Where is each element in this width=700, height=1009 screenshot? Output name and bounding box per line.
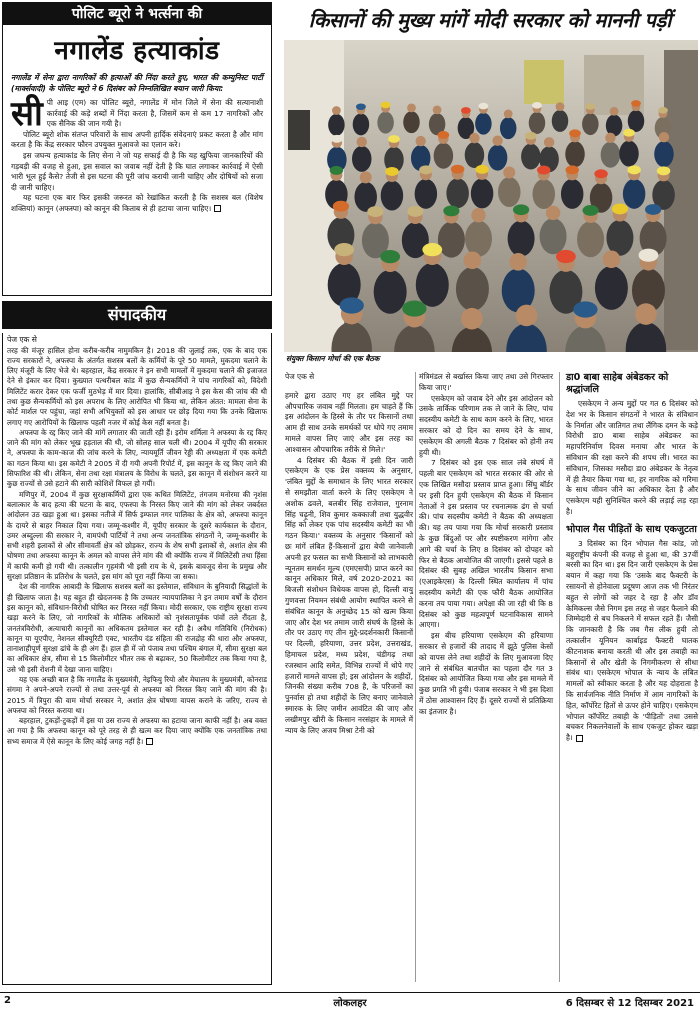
person-body	[595, 266, 628, 310]
nagaland-para-3: इस जघन्य हत्याकांड के लिए सेना ने जो यह सफाई दी है कि यह खुफिया जानकारियों की गड़बड़ी की वजह से हुआ, इस सवाल का जवाब नहीं देती है कि घात लगाकर कार्रवाई में ऐसी भारी भूल हुई कैसे? तेजी से इस घटना की पूरी जांच करायी जानी चाहिए और दोषियों को सजा दी जानी चाहिए।	[11, 150, 263, 192]
ambedkar-subheading: डा0 बाबा साहेब अंबेडकर को श्रद्धांजलि	[566, 372, 669, 395]
meeting-photo	[284, 40, 698, 352]
editorial-banner: संपादकीय	[2, 301, 272, 329]
person-body	[577, 221, 604, 257]
farmers-para: हमारे द्वारा उठाए गए हर लंबित मुद्दे पर औपचारिक जवाब नहीं मिलता। हम चाहते हैं कि इस आंदोलन के हिस्से के तौर पर किसानों तथा आम ही साथ उनके समर्थकों पर थोपे गए तमाम मामले वापस लिए जाएं और इस तरह का आश्वासन औपचारिक तरीके से मिले।'	[285, 390, 413, 454]
editorial-column	[2, 333, 272, 985]
person-head	[509, 253, 527, 271]
editorial-para: अफस्पा के रद्द किए जाने की मांगें लगातार की जाती रही हैं। इरोम शर्मिला ने अफस्पा के रद्द किए जाने की मांग को लेकर भूख हड़ताल की थी, जो सोलह साल चली थी। 2004 में यूपीए की सरकार ने, अफस्पा के काम-काज की जांच करने के लिए, न्यायमूर्ति जीवन रेड्डी की अध्यक्षता में एक कमेटी का गठन किया था। इस कमेटी ने 2005 में दी गयी अपनी रिपोर्ट में, इस कानून के रद्द किए जाने की सिफारिश की थी। लेकिन, सेना तथा रक्षा मंत्रालय के विरोध के चलते, इस कानून में संशोधन करने या कुछ राज्यों से उसे हटाने की सारी कोशिशें विफल हो गयीं।	[7, 427, 267, 489]
farmers-headline: किसानों की मुख्य मांगें मोदी सरकार को माननी पड़ीं	[308, 8, 672, 32]
person-turban	[525, 132, 537, 140]
person-head	[433, 105, 442, 114]
nagaland-intro: नगालेंड में सेना द्वारा नागरिकों की हत्याओं की निंदा करते हुए, भारत की कम्युनिस्ट पार्टी (मार्क्सवादी) के पोलिट ब्यूरो ने 6 दिसंबर को निम्नलिखित बयान जारी किया:	[11, 73, 263, 93]
person-turban	[569, 129, 581, 137]
nagaland-headline: नगालेंड हत्याकांड	[54, 36, 220, 66]
person-body	[654, 141, 674, 167]
person-turban	[612, 204, 628, 215]
person-body	[498, 177, 521, 207]
person-turban	[388, 135, 400, 143]
end-mark-icon	[214, 205, 221, 212]
person-body	[540, 218, 567, 254]
person-turban	[419, 165, 433, 174]
nagaland-kicker: पोलिट ब्यूरो ने भर्त्सना की	[3, 3, 271, 25]
person-body	[533, 179, 556, 209]
person-head	[635, 303, 657, 325]
person-turban	[356, 103, 366, 110]
person-head	[610, 107, 619, 116]
person-body	[565, 141, 585, 167]
person-body	[434, 143, 454, 169]
column-divider	[559, 372, 560, 982]
person-body	[465, 142, 485, 168]
person-body	[521, 144, 541, 170]
farmers-column-3	[566, 372, 698, 744]
person-body	[353, 113, 370, 135]
ambedkar-para: एसकेएम ने अन्य मुद्दों पर गत 6 दिसंबर को देश भर के किसान संगठनों ने भारत के संविधान के निर्माता और जातिगत तथा लैंगिक दमन के कड़े विरोधी डा0 बाबा साहेब अंबेडकर का महापरिनिर्वाण दिवस मनाया और भारत के संविधान की रक्षा करने की शपथ ली। भारत का संविधान, जिसका मसौदा डा0 अंबेडकर के नेतृत्व में ही तैयार किया गया था, हर नागरिक को गरिमा के साथ जीवन जीने का अधिकार देता है और एसकेएम यही सुनिश्चित करने की लड़ाई लड़ रहा है।	[566, 399, 698, 516]
person-turban	[407, 206, 423, 217]
farmers-para: 7 दिसंबर को इस एक साल लंबे संघर्ष में पहली बार एसकेएम को भारत सरकार की ओर से एक लिखित मसौदा प्रस्ताव प्राप्त हुआ। सिंघु बॉर्डर पर इसी दिन हुयी एसकेएम की बैठक में किसान नेताओं ने इस प्रस्ताव पर रचनात्मक ढंग से चर्चा की। पांच सदस्यीय कमेटी ने बैठक की अध्यक्षता की। यह तय पाया गया कि मोर्चा सरकारी प्रस्ताव के कुछ बिंदुओं पर और स्पष्टीकरण मांगेगा और आगे की चर्चा के लिए 8 दिसंबर को दोपहर को फिर से बैठक आयोजित की जाएगी। इससे पहले 8 दिसंबर की सुबह अखिल भारतीय किसान सभा (एआइकेएस) के दिल्ली स्थित कार्यालय में पांच सदस्यीय कमेटी की एक फौरी बैठक आयोजित करना तय पाया गया। अपेक्षा की जा रही थी कि 8 दिसंबर को कुछ महत्वपूर्ण घटनाविकास सामने आएगा।	[419, 458, 553, 630]
end-mark-icon	[146, 738, 153, 745]
person-body	[561, 179, 584, 209]
person-turban	[380, 250, 400, 263]
person-turban	[573, 301, 597, 317]
editorial-para: देश की नागरिक आबादी के खिलाफ सशस्त्र बलों का इस्तेमाल, संविधान के बुनियादी सिद्धांतों के ही खिलाफ जाता है। यह बहुत ही खेदजनक है कि उच्चतर न्यायपालिका ने इन तमाम वर्षों के दौरान इस कानून को, संविधान-विरोधी घोषित कर निरस्त नहीं किया। मोदी सरकार, एक राष्ट्रीय सुरक्षा राज्य खड़ा करने के लिए, जो नागरिकों के मौलिक अधिकारों को नृशंसतापूर्वक पांवों तले रौंदता है, जनतंत्रविरोधी, अत्याचारी कानूनों का अधिकतम इस्तेमाल कर रही है। अवैध गतिविधि (निरोधक) कानून या यूएपीए, नेशनल सीक्यूरिटी एक्ट, भारतीय दंड संहिता की राजद्रोह की धारा और अफस्पा, तानाशाहीपूर्ण सुरक्षा ढांचे के ही अंग हैं। हाल ही में जो पंजाब तथा पश्चिम बंगाल में, सीमा सुरक्षा बल का अधिकार क्षेत्र, सीमा से 15 किलोमीटर भीतर तक से बढ़ाकर, 50 किलोमीटर तक किया गया है, उसे भी इसी रोशनी में देखा जाना चाहिए।	[7, 582, 267, 674]
person-turban	[331, 135, 343, 143]
person-head	[603, 250, 621, 268]
person-body	[488, 145, 508, 171]
person-head	[659, 132, 669, 142]
person-body	[628, 110, 645, 132]
nagaland-para-2: पोलिट ब्यूरो शोक संतप्त परिवारों के साथ अपनी हार्दिक संवेदनाएं प्रकट करता है और मांग करता है कि केंद्र सरकार फौरन उपयुक्त मुआवजे का एलान करे।	[11, 129, 263, 150]
issue-date: 6 दिसम्बर से 12 दिसम्बर 2021	[565, 998, 694, 1009]
person-turban	[402, 300, 426, 316]
person-turban	[438, 131, 450, 139]
person-turban	[532, 102, 542, 109]
person-body	[415, 179, 438, 209]
person-head	[357, 137, 367, 147]
person-head	[546, 206, 560, 220]
editorial-para: यह एक अच्छी बात है कि नगालैंड के मुख्यमंत्री, नेइफियु रियो और मेघालय के मुख्यमंत्री, कोनराड संगमा ने अपने-अपने राज्यों से तथा उत्तर-पूर्व से अफस्पा को निरस्त किए जाने की मांग की है। 2015 में त्रिपुरा की वाम मोर्चा सरकार ने, अशांत क्षेत्र घोषणा वापस कराने के जरिए, राज्य से अफस्पा को निरस्त कराया था।	[7, 675, 267, 715]
person-turban	[594, 169, 608, 178]
person-body	[381, 180, 404, 210]
person-turban	[333, 201, 349, 212]
dropcap: सी	[11, 94, 43, 134]
person-head	[492, 135, 502, 145]
person-turban	[340, 297, 364, 313]
person-body	[403, 111, 420, 133]
person-head	[332, 106, 341, 115]
editorial-para: मणिपुर में, 2004 में कुछ सुरक्षाकर्मियों द्वारा एक कथित मिलिटेंट, तंगजम मनोरमा की नृशंस बलात्कार के बाद हत्या की घटना के बाद, एफस्पा के निरस्त किए जाने की मांग को लेकर जबर्दस्त आंदोलन उठ खड़ा हुआ था। इसका नतीजे में सिर्फ इम्फाल नगर पालिका के क्षेत्र को, अफस्पा कानून के दायरे से बाहर निकाल दिया गया। जम्मू-कश्मीर में, यूपीए सरकार के दूसरे कार्यकाल के दौरान, उमर अब्दुल्ला की सरकार ने, वामपंथी पार्टियों ने तथा अन्य जनतांत्रिक संगठनों ने, जम्मू-कश्मीर के सभी शहरी इलाकों से और सीमावर्ती क्षेत्र को छोड़कर, राज्य के शेष सभी इलाकों से, अशांत क्षेत्र की घोषणा तथा अफस्पा कानून के अमल को वापस लेने मांग की थी क्योंकि राज्य में मिलिटेंसी तथा हिंसा में काफी कमी हो गयी थी। तत्कालीन गृहमंत्री भी इसी राय के थे, इसके बावजूद सेना के प्रमुख और सुरक्षा प्रतिष्ठान के प्रतिरोध के चलते, इस मांग को पूरा नहीं किया जा सका।	[7, 489, 267, 582]
editorial-text	[7, 346, 267, 748]
person-head	[544, 137, 554, 147]
person-head	[469, 133, 479, 143]
person-turban	[537, 166, 551, 175]
photo-caption: संयुक्त किसान मोर्चा की एक बैठक	[286, 354, 380, 363]
farmers-para: इस बीच हरियाणा एसकेएम की हरियाणा सरकार से हजारों की तादाद में झूठे पुलिस केसों को वापस लेने तथा शहीदों के लिए मुआवजा दिए जाने से संबंधित बातचीत का पहला दौर गत 3 दिसंबर को आयोजित किया गया और इस मामले में कुछ प्रगति भी हुयी। पंजाब सरकार ने भी इस दिशा में ठोस आश्वासन दिए हैं। दूसरे राज्यों से प्रतिक्रिया का इंतजार है।	[419, 631, 553, 716]
person-body	[471, 178, 494, 208]
person-body	[465, 221, 492, 257]
person-head	[360, 171, 372, 183]
person-turban	[658, 107, 668, 114]
person-turban	[657, 166, 671, 175]
page-footer	[0, 992, 700, 1009]
editorial-para: तरह की मंजूर हासिल होना करीब-करीब नामुमकिन है। 2018 की जुलाई तक, एक के बाद एक राज्य सरकारों ने, अफस्पा के अंतर्गत सशस्त्र बलों के कर्मियों के पूरे 50 मामले, मुकदमा चलाने के लिए मंजूरी के लिए भेजे थे। बहरहाल, केंद्र सरकार ने इन सभी मामलों में मुकदमा चलाने की इजाजत देने से इंकार कर दिया। कुख्यात पत्थरीबल कांड में कुछ सैन्यकर्मियों ने पांच नागरिकों को, विदेशी मिलिटेंट करार देकर एक फर्जी मुठभेड़ में मार दिया। हालांकि, सीबीआइ ने इस केस की जांच की थी तथा कुछ सैन्यकर्मियों को इस अपराध के लिए आरोपित भी किया था, लेकिन अंतत: मामला सेना के कोर्ट मार्शल पर पहुंचा, जहां सभी अभियुक्तों को इस आधार पर छोड़ दिया गया कि उनके खिलाफ लगाए गए आरोपियों के खिलाफ पहली नजर में कोई केस नहीं बनता है।	[7, 345, 267, 427]
bhopal-subheading: भोपाल गैस पीड़ितों के साथ एकजुटता	[566, 523, 697, 535]
farmers-para: एसकेएम को जवाब देने और इस आंदोलन को उसके तार्किक परिणाम तक ले जाने के लिए, पांच सदस्यीय कमेटी के साथ काम करने के लिए, भारत सरकार को दो दिन का समय देने के साथ, एसकेएम की अगली बैठक 7 दिसंबर को होनी तय हुयी थी।	[419, 393, 553, 457]
editorial-continued-label: पेज एक से	[7, 335, 37, 344]
person-head	[464, 251, 482, 269]
continued-label: पेज एक से	[285, 372, 315, 381]
person-body	[606, 220, 633, 256]
person-body	[352, 146, 372, 172]
person-head	[605, 133, 615, 143]
person-turban	[381, 102, 391, 109]
person-turban	[645, 204, 661, 215]
page-number: 2	[4, 995, 11, 1006]
editorial-para: बहरहाल, टुकड़ों-टुकड़ों में इस या उस राज्य से अफस्पा का हटाया जाना काफी नहीं है। अब वक्त आ गया है कि अफस्पा कानून को पूरे तरह से ही खत्म कर दिया जाए क्योंकि एक जनतांत्रिक तथा सभ्य समाज में ऐसे कानून के लिए कोई जगह नहीं है।	[7, 716, 267, 746]
newspaper-name: लोकलहर	[333, 998, 367, 1009]
farmers-para: मंत्रिमंडल से बर्खास्त किया जाए तथा उसे गिरफ्तार किया जाए।'	[419, 372, 553, 392]
farmers-column-1	[285, 372, 413, 736]
person-body	[377, 112, 394, 134]
person-turban	[478, 103, 488, 110]
person-body	[475, 113, 492, 135]
person-turban	[556, 250, 576, 263]
person-turban	[443, 205, 459, 216]
person-turban	[475, 165, 489, 174]
nagaland-article-box	[2, 2, 272, 296]
person-body	[508, 221, 535, 257]
person-turban	[623, 129, 635, 137]
person-body	[374, 270, 407, 314]
person-body	[438, 222, 465, 258]
farmers-column-2	[419, 372, 553, 718]
person-head	[504, 109, 513, 118]
person-turban	[627, 165, 641, 174]
crowd-photo-illustration	[284, 40, 698, 352]
bhopal-para: 3 दिसंबर का दिन भोपाल गैस कांड, जो बहुराष्ट्रीय कंपनी की वजह से हुआ था, की 37वीं बरसी का दिन था। इस दिन जारी एसकेएम के प्रेस बयान में कहा गया कि 'उसके बाद फैक्टरी के रसायनों से होनेवाला प्रदूषण आज तक भी निरंतर बहुत से लोगों को जहर दे रहा है और डॉव केमिकल्स जैसे निगम इस तरह से जहर फैलाने की जिम्मेदारी से बच निकलने में सफल रहते हैं। जैसी कि जानकारी है कि जब गैस लीक हुयी तो तत्कालीन यूनियन कार्बाइड फैक्टरी घातक कीटनाशक बनाया करती थी और इस तबाही का किसानों से और खेती के निगमीकरण से सीधा संबंध था। एसकेएम भोपाल के न्याय के लंबित मामलों को स्वीकार करता है और यह दोहराता है कि सार्वजनिक नीति निर्माण में आम नागरिकों के हित, कॉर्पोरेट हितों से ऊपर होने चाहिए। एसकेएम भोपाल कॉर्पोरेट तबाही के 'पीड़ितों' तथा उससे बचकर निकलनेवालों के साथ एकजुट होकर खड़ा है।	[566, 538, 698, 743]
person-body	[552, 110, 569, 132]
person-body	[328, 114, 345, 136]
person-head	[461, 308, 483, 330]
person-turban	[330, 166, 344, 175]
person-body	[456, 267, 489, 311]
person-head	[556, 102, 565, 111]
person-turban	[585, 103, 595, 110]
person-turban	[461, 107, 471, 114]
column-divider	[415, 372, 416, 982]
person-body	[623, 179, 646, 209]
nagaland-para-1: पी आइ (एम) का पोलिट ब्यूरो, नगालेंड में मोन जिले में सेना की सत्यानाशी कार्रवाई की कड़े शब्दों में निंदा करता है, जिसमें कम से कम 17 नागरिकों और एक सैनिक की जान गयी है।	[46, 98, 263, 129]
person-body	[529, 112, 546, 134]
person-turban	[367, 206, 383, 217]
person-turban	[513, 204, 529, 215]
person-body	[619, 141, 639, 167]
person-head	[471, 208, 485, 222]
person-head	[416, 136, 426, 146]
person-turban	[385, 167, 399, 176]
person-body	[582, 113, 599, 135]
person-turban	[631, 100, 641, 107]
person-turban	[639, 249, 659, 262]
person-head	[503, 166, 515, 178]
nagaland-body	[11, 94, 263, 215]
person-body	[416, 263, 449, 307]
person-head	[516, 305, 538, 327]
person-turban	[334, 243, 354, 256]
person-body	[446, 178, 469, 208]
person-head	[407, 103, 416, 112]
farmers-para: 4 दिसंबर की बैठक में इसी दिन जारी एसकेएम के एक प्रेस वक्तव्य के अनुसार, 'लंबित मुद्दों के समाधान के लिए भारत सरकार से समझौता वार्ता करने के लिए एसकेएम ने अशोक ढवले, बलबीर सिंह राजेवाल, गुरनाम सिंह चढ़ूनी, शिव कुमार कक्काजी तथा युद्धवीर सिंह को लेकर एक पांच सदस्यीय कमेटी का भी गठन किया।' वक्तव्य के अनुसार 'किसानों को छः मांगें लंबित हैं-किसानों द्वारा बेची जानेवाली अपनी हर फसल का सभी किसानों को लाभकारी न्यूनतम समर्थन मूल्य (एमएसपी) प्राप्त करने का कानून अधिकार मिले, वर्ष 2020-2021 का बिजली संशोधन विधेयक वापस हो, दिल्ली वायु गुणवत्ता नियमन संबंधी आयोग स्थापित करने से संबंधित कानून के अनुच्छेद 15 को खत्म किया जाए और देश भर तमाम जारी संघर्ष के हिस्से के तौर पर उठाए गए तीन मुद्दे-प्रदर्शनकारी किसानों पर दिल्ली, हरियाणा, उत्तर प्रदेश, उत्तराखंड, हिमाचल प्रदेश, मध्य प्रदेश, चंडीगढ़ तथा रजस्थान आदि समेत, विभिन्न राज्यों में थोपे गए हजारों मामले वापस हों; इस आंदोलन के शहीदों, जिनकी संख्या करीब 708 है, के परिजनों का पुनर्वास हो तथा शहीदों के लिए बनाए जानेवाले स्मारक के लिए जमीन आवंटित की जाए और लखीमपुर खीरी के किसान नरसंहार के मामले में न्याय के लिए अजय मिश्रा टेनी को	[285, 455, 413, 735]
person-body	[500, 117, 517, 139]
person-turban	[582, 205, 598, 216]
end-mark-icon	[576, 735, 583, 742]
person-turban	[422, 243, 442, 256]
person-turban	[451, 165, 465, 174]
nagaland-para-4: यह घटना एक बार फिर इसकी जरूरत को रेखांकित करती है कि सशस्त्र बल (विशेष शक्तियां) कानून (अफस्पा) को कानून की किताब से ही हटाया जाना चाहिए।	[11, 193, 263, 213]
person-turban	[565, 165, 579, 174]
person-body	[601, 142, 621, 168]
